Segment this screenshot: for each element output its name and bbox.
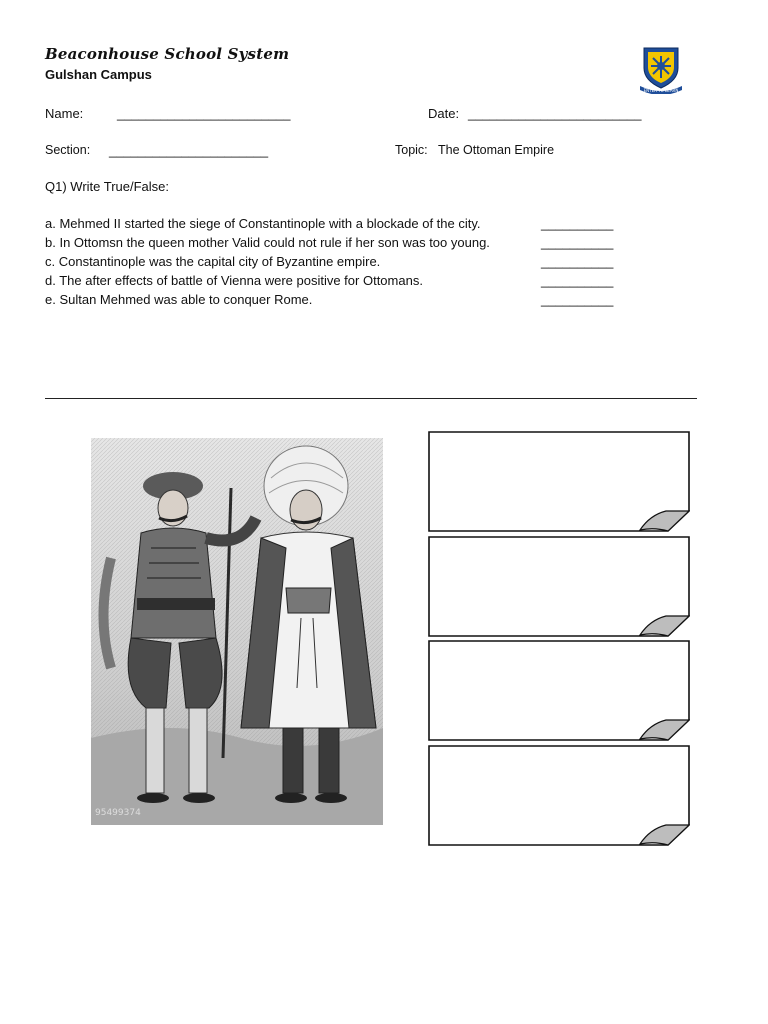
- image-watermark-id: 95499374: [95, 808, 141, 818]
- ottoman-figures-illustration: [91, 438, 383, 825]
- question-item-b: b. In Ottomsn the queen mother Valid could not rule if her son was too young.: [45, 235, 490, 250]
- divider-line: [45, 398, 697, 399]
- answer-blank-c[interactable]: __________: [541, 254, 614, 269]
- school-logo: [638, 46, 684, 94]
- name-label: Name:: [45, 106, 84, 121]
- date-field[interactable]: ________________________: [468, 106, 642, 121]
- question-item-a: a. Mehmed II started the siege of Constantinople with a blockade of the city.: [45, 216, 481, 231]
- section-label: Section:: [45, 143, 91, 157]
- answer-box-1[interactable]: [428, 431, 690, 532]
- date-label: Date:: [428, 106, 460, 121]
- answer-blank-a[interactable]: __________: [541, 216, 614, 231]
- answer-box-3[interactable]: [428, 640, 690, 741]
- campus-name: Gulshan Campus: [45, 67, 152, 82]
- topic-value: The Ottoman Empire: [438, 143, 555, 157]
- answer-blank-d[interactable]: __________: [541, 273, 614, 288]
- school-name: Beaconhouse School System: [45, 45, 290, 63]
- answer-blank-b[interactable]: __________: [541, 235, 614, 250]
- svg-text:ENTER TO LEARN: ENTER TO LEARN: [643, 88, 679, 93]
- question-item-c: c. Constantinople was the capital city of Byzantine empire.: [45, 254, 381, 269]
- question-title: Q1) Write True/False:: [45, 179, 170, 194]
- answer-box-4[interactable]: [428, 745, 690, 846]
- answer-box-2[interactable]: [428, 536, 690, 637]
- answer-blank-e[interactable]: __________: [541, 292, 614, 307]
- section-field[interactable]: ______________________: [109, 143, 269, 158]
- question-item-d: d. The after effects of battle of Vienna were positive for Ottomans.: [45, 273, 423, 288]
- name-field[interactable]: ________________________: [117, 106, 291, 121]
- question-item-e: e. Sultan Mehmed was able to conquer Rome.: [45, 292, 313, 307]
- topic-label: Topic:: [395, 143, 428, 157]
